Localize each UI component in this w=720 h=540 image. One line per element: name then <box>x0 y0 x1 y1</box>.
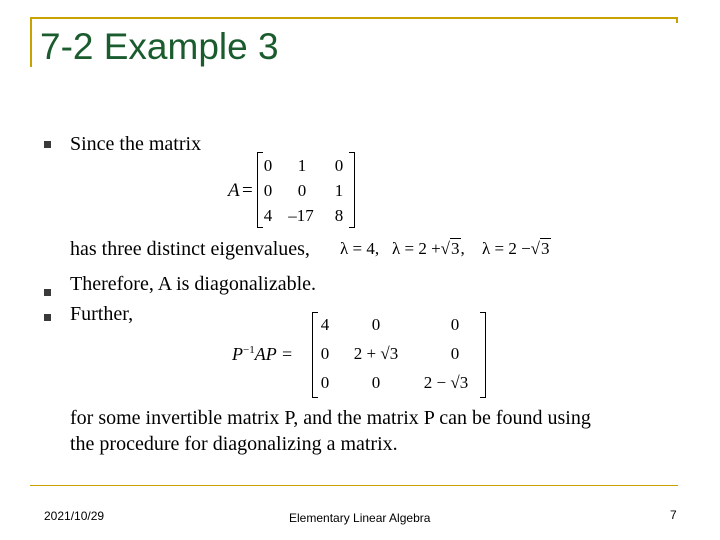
diag-cell: 0 <box>371 315 381 334</box>
eigenvalue-3 <box>482 239 551 259</box>
diag-cell: 0 <box>320 373 330 392</box>
eigenvalue-1: λ = 4, <box>340 239 380 258</box>
bullet-3-continuation-line-1: for some invertible matrix P, and the matrix P can be found using <box>70 407 591 429</box>
matrix-a-cell: 1 <box>297 156 307 175</box>
matrix-a-cell: 4 <box>263 206 273 225</box>
diag-cell: 2 − √3 <box>423 373 469 392</box>
footer-page-number: 7 <box>670 508 677 522</box>
matrix-a-cell: 0 <box>334 156 344 175</box>
matrix-a-cell: –17 <box>288 206 314 225</box>
matrix-a-cell: 0 <box>263 156 273 175</box>
diag-cell: 0 <box>371 373 381 392</box>
eigenvalue-2-prefix: λ = 2 + <box>392 239 441 258</box>
diag-cell: 4 <box>320 315 330 334</box>
eigenvalue-3-prefix: λ = 2 − <box>482 239 531 258</box>
bullet-marker-1 <box>44 141 51 148</box>
bullet-2-text: Therefore, A is diagonalizable. <box>70 273 317 295</box>
bullet-1-continuation: has three distinct eigenvalues, <box>70 238 310 260</box>
slide-title: 7-2 Example 3 <box>40 26 279 67</box>
diag-cell: 0 <box>450 315 460 334</box>
bullet-3-continuation-line-2: the procedure for diagonalizing a matrix. <box>70 433 398 455</box>
matrix-a-cell: 8 <box>334 206 344 225</box>
eigenvalue-2-radicand: 3 <box>451 239 460 258</box>
frame-top-rule <box>30 17 678 19</box>
matrix-a-cell: 1 <box>334 181 344 200</box>
diag-cell: 0 <box>320 344 330 363</box>
footer-date: 2021/10/29 <box>44 509 105 523</box>
bullet-marker-3 <box>44 314 51 321</box>
sqrt-symbol: √3 <box>440 239 460 258</box>
matrix-a-equals: = <box>242 180 253 201</box>
matrix-a-right-bracket <box>349 152 355 228</box>
frame-left-rule <box>30 17 32 67</box>
diag-cell: 2 + √3 <box>353 344 399 363</box>
eigenvalue-3-radicand: 3 <box>541 239 550 258</box>
sqrt-symbol: √3 <box>530 239 550 258</box>
bullet-3-text: Further, <box>70 303 134 325</box>
footer-center-title: Elementary Linear Algebra <box>289 511 431 525</box>
bullet-marker-2 <box>44 289 51 296</box>
diag-right-bracket <box>480 312 486 398</box>
diag-lhs-exponent: −1 <box>243 344 255 356</box>
matrix-a-cell: 0 <box>297 181 307 200</box>
footer-rule <box>30 485 678 486</box>
diag-cell: 0 <box>450 344 460 363</box>
bullet-1-text: Since the matrix <box>70 133 202 155</box>
diag-lhs-p: P <box>232 344 243 364</box>
matrix-a-cell: 0 <box>263 181 273 200</box>
diag-lhs <box>232 344 293 365</box>
frame-right-rule <box>676 17 678 23</box>
diag-lhs-rest: AP = <box>254 344 294 364</box>
matrix-a-label: A <box>228 180 240 201</box>
eigenvalue-2: λ = 2 +√3, <box>392 239 465 258</box>
